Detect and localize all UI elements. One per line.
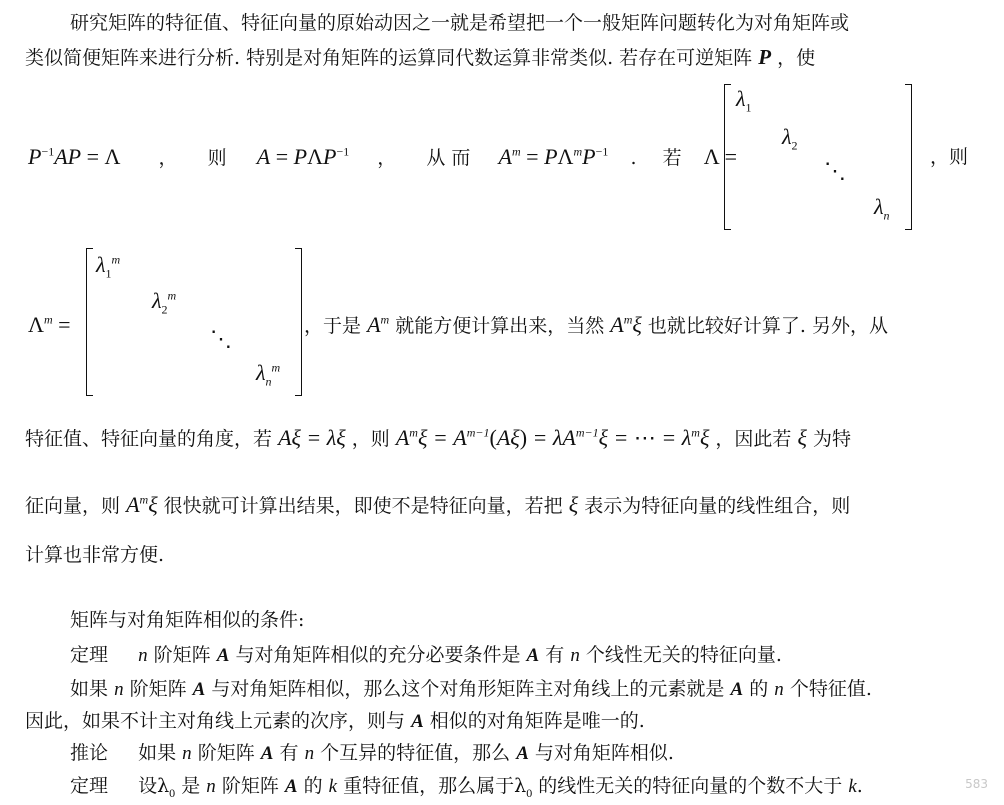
corollary-label: 推论 [70,742,109,764]
line-6-text-a: 征向量，则 [25,495,121,517]
entry-lambda-2: $\lambda_2$ [782,124,798,153]
line-6-text-b: 很快就可计算出结果，即使不是特征向量，若把 [163,495,563,517]
corollary-text-c: 有 [279,742,299,764]
theorem-2-text-f: 的线性无关的特征向量的个数不大于 [538,775,843,797]
corollary-text-e: 与对角矩阵相似. [534,742,674,764]
section-heading [70,607,304,633]
text-line-1 [70,10,849,36]
var-n: n [304,743,315,764]
matrix-lambda-m-right-bracket [295,248,302,396]
remark-text-b: 阶矩阵 [129,678,187,700]
theorem-1-text-c: 有 [545,644,565,666]
formula-Lambda: Λ = [703,144,737,169]
matrix-lambda-m-left-bracket [86,248,93,396]
line-2-end: ，使 [777,47,816,69]
remark-text-c: 与对角矩阵相似，那么这个对角形矩阵主对角线上的元素就是 [211,678,725,700]
matrix-A: A [260,743,274,764]
text-line-6 [25,492,850,519]
line-3-end [930,144,968,170]
formula-lambda-m: $\Lambda^m$ = [28,312,71,337]
text-line-4 [304,312,888,339]
entry-lambda-n: $\lambda_n$ [874,194,890,223]
matrix-lambda-right-bracket [905,84,912,230]
line-5-text-d: 为特 [812,428,851,450]
line-1-text: 研究矩阵的特征值、特征向量的原始动因之一就是希望把一个一般矩阵问题转化为对角矩阵或 [70,12,850,34]
entry-ddots-m: ⋱ [210,326,232,351]
watermark: 583 [965,777,988,791]
corollary-text-a: 如果 [138,742,177,764]
formula-chain: $A^m\xi = A^{m-1}(A\xi) = \lambda A^{m-1}\xi$ = ⋯ = $\lambda^m\xi$ [395,425,710,450]
remark2-text-b: 相似的对角矩阵是唯一的. [429,710,645,732]
matrix-lambda [724,84,912,230]
matrix-P: P [758,45,772,69]
var-k: k [848,776,857,797]
theorem-2-text-e: 重特征值，那么属于λ [343,775,527,797]
matrix-A: A [516,743,529,764]
remark-line-2 [25,708,645,735]
line-5-text-b: ，则 [351,428,390,450]
theorem-1-text-a: 阶矩阵 [153,644,211,666]
matrix-lambda-m [86,248,302,396]
line-3-if: 若 [662,147,682,169]
matrix-A: A [411,711,424,732]
matrix-A: A [730,679,744,700]
matrix-A: A [216,645,230,666]
formula-Am-xi: $A^m\xi$ [610,312,642,337]
theorem-1-text-d: 个线性无关的特征向量. [585,644,782,666]
theorem-1-label: 定理 [70,644,109,666]
var-n: n [182,743,192,764]
theorem-2-text-b: 是 [181,775,201,797]
theorem-1 [70,642,782,669]
var-n: n [138,645,148,666]
corollary-text-b: 阶矩阵 [197,742,255,764]
entry-lambda-2-m: $\lambda_2^m$ [152,288,177,317]
remark-text-a: 如果 [70,678,109,700]
corollary-text-d: 个互异的特征值，那么 [320,742,511,764]
line-4-text-b: 就能方便计算出来，当然 [395,315,605,337]
line-4-text-a: ，于是 [304,315,362,337]
line-2-text: 类似简便矩阵来进行分析. 特别是对角矩阵的运算同代数运算非常类似. 若存在可逆矩阵 [25,47,753,69]
corollary [70,740,674,767]
theorem-2-text-d: 的 [303,775,323,797]
entry-lambda-1: $\lambda_1$ [736,86,752,115]
line-3-end-text: ，则 [930,146,969,168]
theorem-2-label: 定理 [70,775,109,797]
formula-A: $A = P\Lambda P^{-1}$ [256,144,350,169]
formula-Am: $A^m = P\Lambda^mP^{-1}$ [498,144,609,169]
entry-lambda-1-m: $\lambda_1^m$ [96,252,121,281]
formula-xi-2: ξ [568,492,579,517]
var-n: n [206,776,216,797]
matrix-lambda-left-bracket [724,84,731,230]
formula-Am-xi-2: $A^m\xi$ [126,492,158,517]
section-heading-text: 矩阵与对角矩阵相似的条件: [70,609,305,631]
remark-text-d: 的 [749,678,769,700]
line-6-text-c: 表示为特征向量的线性组合，则 [584,495,851,517]
text-line-7 [25,542,164,568]
matrix-A: A [284,776,298,797]
text-line-3: $P^{-1}AP = \Lambda$ ， 则 $A = P\Lambda P^{-1}$ ， 从 而 $A^m = P\Lambda^mP^{-1}$ . 若 Λ = [28,144,737,169]
line-5-text-a: 特征值、特征向量的角度，若 [25,428,273,450]
theorem-1-text-b: 与对角矩阵相似的充分必要条件是 [235,644,521,666]
var-k: k [328,776,338,797]
formula-Am-2: $A^m$ [367,312,390,337]
theorem-2-text-c: 阶矩阵 [221,775,279,797]
formula-similarity: $P^{-1}AP = \Lambda$ [28,144,121,169]
remark-line-1 [70,676,872,703]
var-n: n [114,679,124,700]
line-5-text-c: ，因此若 [715,428,792,450]
entry-ddots: ⋱ [824,158,846,183]
matrix-A: A [526,645,540,666]
text-line-4-lhs [28,312,71,339]
line-4-text-c: 也就比较好计算了. 另外，从 [647,315,888,337]
matrix-A: A [192,679,206,700]
entry-lambda-n-m: $\lambda_n^m$ [256,360,281,389]
remark-text-e: 个特征值. [789,678,872,700]
formula-xi: ξ [797,425,807,450]
theorem-2-text-a: 设λ [138,775,170,797]
remark2-text-a: 因此，如果不计主对角线上元素的次序，则与 [25,710,406,732]
var-n: n [570,645,580,666]
text-line-5 [25,425,851,452]
var-n: n [774,679,784,700]
line-3-hence: 从 而 [426,147,471,169]
text-line-2 [25,44,815,71]
theorem-2: 定理 设$\lambda_0$ 是 n 阶矩阵 A 的 k 重特征值，那么属于$\lambda_0$ 的线性无关的特征向量的个数不大于 k. [70,775,863,800]
formula-eigen: Aξ = λξ [278,425,346,450]
line-3-then: 则 [207,147,227,169]
line-7-text: 计算也非常方便. [25,544,165,566]
